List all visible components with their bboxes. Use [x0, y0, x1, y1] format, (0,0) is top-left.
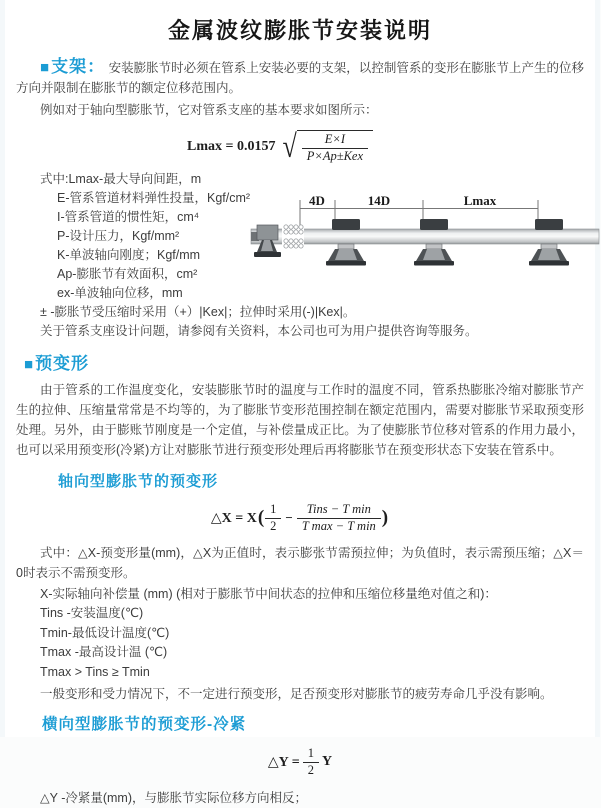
axial-item: Tmin-最低设计温度(℃) [40, 625, 170, 640]
definition-item: E-管系管道材料弹性投量，Kgf/cm² [57, 191, 251, 206]
dim-label-lmax: Lmax [463, 193, 497, 208]
radical-sign: √ [282, 128, 297, 165]
definition-intro: 式中:Lmax-最大导向间距，m [40, 172, 202, 187]
formula1-numerator: E×I [324, 132, 345, 146]
formula2-temp-fraction [297, 502, 381, 534]
lateral-preform-formula [16, 746, 584, 778]
formula1-lhs: Lmax = 0.0157 [186, 139, 276, 155]
definition-item: Ap-膨胀节有效面积，cm² [57, 267, 198, 282]
support-intro-text: 安装膨胀节时必须在管系上安装必要的支架，以控制管系的变形在膨胀节上产生的位移方向并限制在膨胀节的额定位移范围内。 [16, 61, 584, 95]
half-denominator: 2 [265, 518, 281, 535]
support-example-line: 例如对于轴向型膨胀节，它对管系支座的基本要求如图所示： [40, 103, 378, 117]
formula3-rhs: Y [321, 754, 333, 770]
definition-item: P-设计压力，Kgf/mm² [57, 229, 180, 244]
square-bullet-icon: ■ [40, 59, 51, 76]
lateral-subheading: 横向型膨胀节的预变形-冷紧 [42, 716, 247, 733]
close-paren: ) [381, 507, 389, 529]
plus-minus-note: ± -膨胀节受压缩时采用（+）|Kex|；拉伸时采用(-)|Kex|。 [40, 305, 356, 320]
lateral-note: △Y -冷紧量(mm)，与膨胀节实际位移方向相反； [40, 791, 308, 806]
formula1-denominator: P×Ap±Kex [302, 148, 368, 165]
formula2-half-fraction [265, 502, 281, 534]
support-heading-label: 支架： [51, 57, 106, 76]
axial-subheading: 轴向型膨胀节的预变形 [58, 473, 219, 491]
dim-label-14d: 14D [367, 193, 391, 208]
guide-spacing-formula [0, 130, 584, 164]
axial-item: Tins -安装温度(℃) [40, 606, 144, 620]
definition-item: K-单波轴向刚度；Kgf/mm [57, 248, 201, 263]
axial-item: Tmax > Tins ≥ Tmin [40, 664, 150, 679]
minus-operator: − [285, 510, 293, 526]
formula3-lhs: △Y = [267, 754, 300, 770]
open-paren: ( [257, 507, 265, 529]
sqrt-radical [282, 130, 373, 164]
preform-heading-label: 预变形 [35, 354, 90, 374]
axial-explain-paragraph: 式中：△X-预变形量(mm)，△X为正值时，表示膨张节需预拉伸；为负值时，表示需预压缩；△X＝0时表示不需预变形。 [16, 545, 584, 580]
temp-numerator: Tins − T min [306, 502, 371, 517]
support-note: 关于管系支座设计问题，请参阅有关资料，本公司也可为用户提供咨询等服务。 [40, 324, 478, 339]
axial-item: X-实际轴向补偿量 (mm) (相对于膨胀节中间状态的拉伸和压缩位移量绝对值之和)： [40, 586, 497, 601]
axial-item: Tmax -最高设计温 (℃) [40, 645, 168, 659]
axial-definitions [16, 585, 584, 683]
square-bullet-icon: ■ [24, 356, 35, 374]
formula1-fraction [302, 132, 368, 164]
temp-denominator: T max − T min [297, 518, 381, 535]
axial-preform-formula [16, 502, 584, 534]
support-section-heading [40, 57, 105, 76]
formula3-denominator: 2 [303, 762, 319, 779]
formula2-lhs: △X = X [210, 510, 257, 526]
formula3-fraction [303, 746, 319, 778]
preform-paragraph: 由于管系的工作温度变化，安装膨胀节时的温度与工作时的温度不同，管系热膨胀冷缩对膨胀节产生的拉伸、压缩量常常是不均等的，为了膨胀节变形范围控制在额定范围内，需要对膨胀节采取预变形处理。另外，由于膨账节刚度是一个定值，与补偿量成正比。为了使膨胀节位移对管系的作用力最小，也可以采用预变形(冷紧)方让对膨胀节进行预变形处理后再将膨胀节在预变形状态下安装在管系中。 [16, 383, 584, 458]
axial-note: 一般变形和受力情况下，不一定进行预变形，足否预变形对膨胀节的疲劳寿命几乎没有影响。 [40, 687, 553, 701]
preform-section-heading [24, 349, 584, 374]
page-title: 金属波纹膨胀节安装说明 [167, 18, 432, 43]
definition-item: ex-单波轴向位移，mm [57, 286, 183, 301]
dim-label-4d: 4D [309, 193, 325, 208]
pipe-support-diagram [251, 192, 601, 287]
definition-item: I-管系管道的惯性矩，cm⁴ [57, 210, 200, 225]
support-intro-paragraph [16, 57, 584, 98]
formula3-numerator: 1 [307, 746, 314, 760]
half-numerator: 1 [270, 502, 277, 517]
bellows-joint [282, 225, 304, 248]
